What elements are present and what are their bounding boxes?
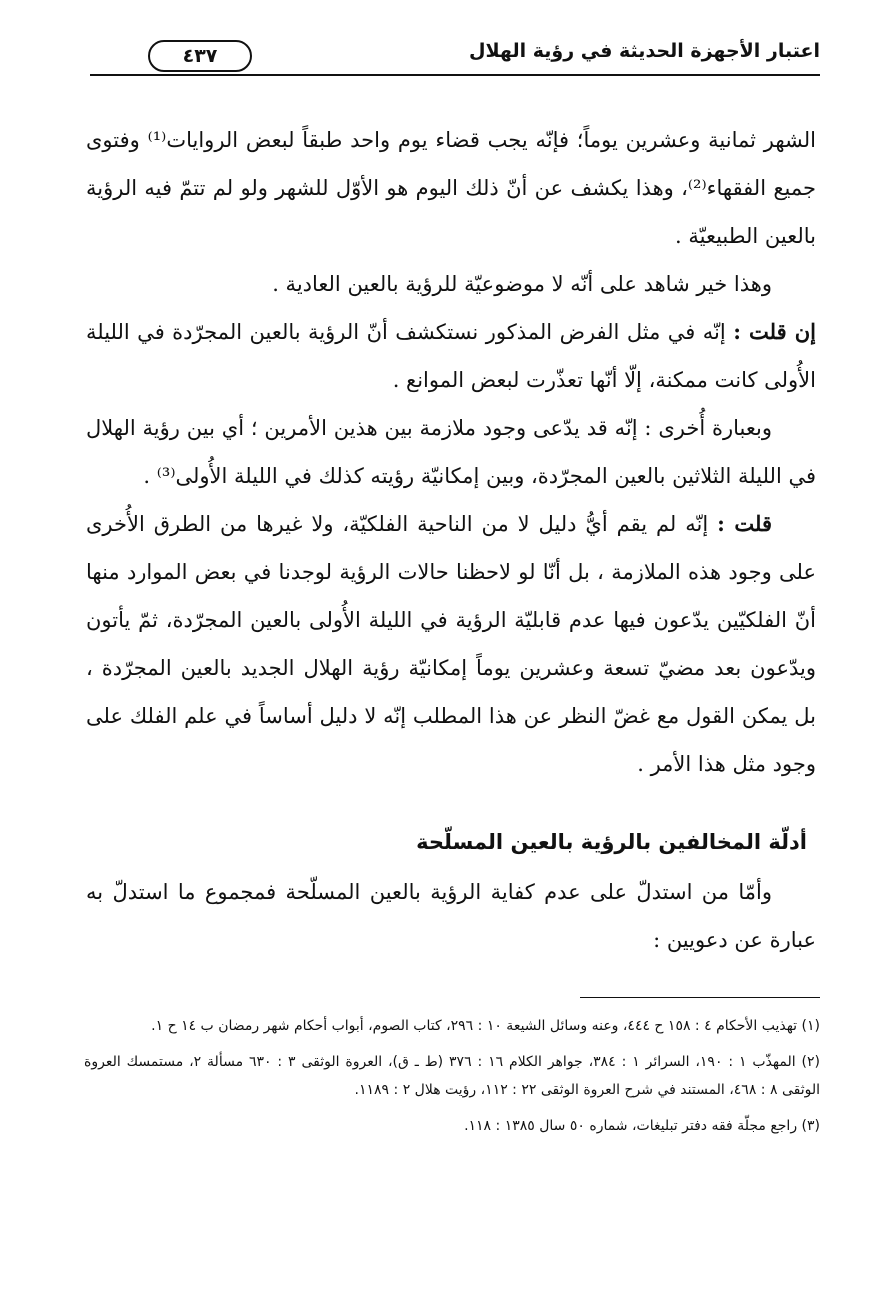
paragraph-2: وهذا خير شاهد على أنّه لا موضوعيّة للرؤية بالعين العادية .: [272, 272, 772, 296]
paragraph-3: [86, 308, 816, 404]
footnote-1: (١) تهذيب الأحكام ٤ : ١٥٨ ح ٤٤٤، وعنه وسائل الشيعة ١٠ : ٢٩٦، كتاب الصوم، أبواب أحكام شهر رمضان ب ١٤ ح ١.: [151, 1018, 820, 1034]
footnote-2: (٢) المهذّب ١ : ١٩٠، السرائر ١ : ٣٨٤، جواهر الكلام ١٦ : ٣٧٦ (ط ـ ق)، العروة الوثقى ٣ : ٦٣٠ مسألة ٢، مستمسك العروة الوثقى ٨ : ٤٦٨، المستند في شرح العروة الوثقى ٢٢ : ١١٢، رؤيت هلال ٢ : ١١٨٩.: [84, 1054, 820, 1098]
paragraph-6: وأمّا من استدلّ على عدم كفاية الرؤية بالعين المسلّحة فمجموع ما استدلّ به عبارة عن دعويين :: [86, 880, 816, 952]
footnotes: [84, 1012, 820, 1148]
paragraph-1: الشهر ثمانية وعشرين يوماً؛ فإنّه يجب قضاء يوم واحد طبقاً لبعض الروايات⁽¹⁾ وفتوى جميع الفقهاء⁽²⁾، وهذا يكشف عن أنّ ذلك اليوم هو الأوّل للشهر ولو لم تتمّ فيه الرؤية بالعين الطبيعيّة .: [86, 128, 817, 248]
reply-text: إنّه لم يقم أيُّ دليل لا من الناحية الفلكيّة، ولا غيرها من الطرق الأُخرى على وجود هذه الملازمة ، بل أنّا لو لاحظنا حالات الرؤية لوجدنا في بعض الموارد منها أنّ الفلكيّين يدّعون فيها عدم قابليّة الرؤية في الليلة الأُولى بالعين المجرّدة، ثمّ يأتون ويدّعون بعد مضيّ تسعة وعشرين يوماً إمكانيّة رؤية الهلال الجديد بالعين المجرّدة ، بل يمكن القول مع غضّ النظر عن هذا المطلب إنّه لا دليل أساساً في علم الفلك على وجود مثل هذا الأمر .: [86, 512, 816, 776]
reply-lead: قلت :: [717, 511, 772, 536]
paragraph-4: وبعبارة أُخرى : إنّه قد يدّعى وجود ملازمة بين هذين الأمرين ؛ أي بين رؤية الهلال في الليلة الثلاثين بالعين المجرّدة، وبين إمكانيّة رؤيته كذلك في الليلة الأُولى⁽³⁾ .: [86, 416, 816, 488]
objection-lead: إن قلت :: [733, 319, 816, 344]
footnote-3: (٣) راجع مجلّة فقه دفتر تبليغات، شماره ٥٠ سال ١٣٨٥ : ١١٨.: [464, 1118, 820, 1134]
page-number: ٤٣٧: [148, 40, 252, 72]
page-header: [90, 36, 820, 76]
section-text: [86, 868, 816, 964]
footnote-divider: [580, 997, 820, 998]
objection-text: إنّه في مثل الفرض المذكور نستكشف أنّ الرؤية بالعين المجرّدة في الليلة الأُولى كانت ممكنة، إلّا أنّها تعذّرت لبعض الموانع .: [86, 320, 816, 392]
main-text: [86, 116, 816, 788]
section-heading: أدلّة المخالفين بالرؤية بالعين المسلّحة: [416, 830, 807, 854]
running-title: اعتبار الأجهزة الحديثة في رؤية الهلال: [469, 40, 820, 62]
paragraph-5: [86, 500, 816, 788]
